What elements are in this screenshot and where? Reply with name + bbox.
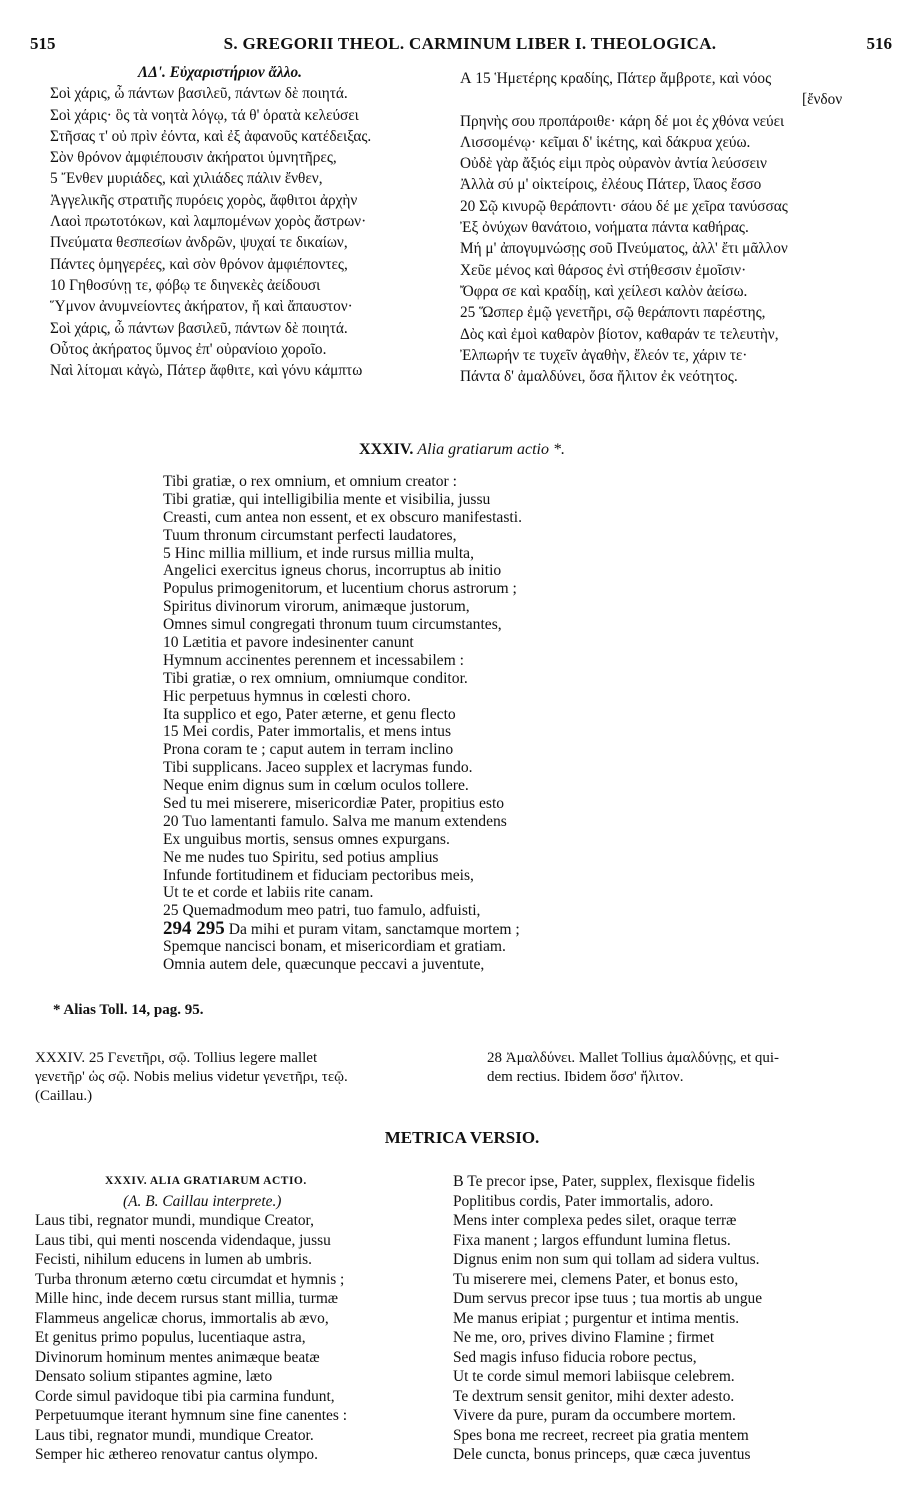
greek-line: Σοὶ χάρις· ὃς τὰ νοητὰ λόγῳ, τά θ' ὁρατὰ κελεύσει: [50, 106, 359, 124]
greek-line: Ναὶ λίτομαι κἀγὼ, Πάτερ ἄφθιτε, καὶ γόνυ κάμπτω: [50, 362, 363, 380]
greek-line: Σὸν θρόνον ἀμφιέπουσιν ἀκήρατοι ὑμνητῆρες,: [50, 149, 337, 167]
latin-line: Ita supplico et ego, Pater æterne, et genu flecto: [163, 705, 456, 723]
latin-line: Ex unguibus mortis, sensus omnes expurgans.: [163, 830, 450, 848]
latin-line: Spemque nancisci bonam, et misericordiam et gratiam.: [163, 938, 506, 956]
greek-line: Πάντες ὁμηγερέες, καὶ σὸν θρόνον ἀμφιέποντες,: [50, 255, 348, 273]
greek-line: 5 Ἔνθεν μυριάδες, καὶ χιλιάδες πάλιν ἔνθεν,: [50, 170, 323, 188]
page-number-left: 515: [30, 34, 56, 53]
verse-line: Me manus eripiat ; purgentur et intima mentis.: [453, 1309, 740, 1327]
verse-line: Perpetuumque iterant hymnum sine fine canentes :: [35, 1407, 347, 1424]
latin-line: Sed tu mei miserere, misericordiæ Pater, propitius esto: [163, 795, 505, 813]
metrica-title: METRICA VERSIO.: [384, 1128, 540, 1147]
note-line: dem rectius. Ibidem ὅσσ' ἤλιτον.: [487, 1069, 684, 1085]
latin-line: Infunde fortitudinem et fiduciam pectoribus meis,: [163, 866, 474, 884]
verse-line-text: Te precor ipse, Pater, supplex, flexisque fidelis: [467, 1173, 755, 1190]
verse-line: Mens inter complexa pedes silet, oraque terræ: [453, 1212, 737, 1229]
verse-line: Flammeus angelicæ chorus, immortalis ab ævo,: [35, 1309, 329, 1327]
greek-line: Χεῦε μένος καὶ θάρσος ἐνὶ στήθεσσιν ἐμοῖσιν·: [460, 261, 747, 279]
column-marker-b: B: [453, 1173, 464, 1190]
critical-note-right: [487, 1049, 892, 1087]
verse-line: Fecisti, nihilum educens in lumen ab umbris.: [35, 1251, 312, 1268]
verse-line: Densato solium stipantes agmine, læto: [35, 1368, 273, 1385]
greek-line: Ὄφρα σε καὶ κραδίῃ, καὶ χείλεσι καλὸν ἀείσω.: [460, 282, 748, 300]
greek-line: Σοὶ χάρις, ὦ πάντων βασιλεῦ, πάντων δὲ ποιητά.: [50, 319, 348, 337]
greek-line: Στῆσας τ' οὐ πρὶν ἐόντα, καὶ ἐξ ἀφανοῦς κατέδειξας.: [50, 127, 372, 145]
verse-left-column: [35, 1172, 455, 1465]
verse-line: Sed magis infuso fiducia robore pectus,: [453, 1348, 697, 1366]
page-marker: 294 295: [163, 920, 225, 939]
running-title: S. GREGORII THEOL. CARMINUM LIBER I. THEOLOGICA.: [223, 34, 717, 53]
greek-line: Λαοὶ πρωτοτόκων, καὶ λαμπομένων χορὸς ἄστρων·: [50, 213, 367, 231]
greek-line: 20 Σῷ κινυρῷ θεράποντι· σάου δέ με χεῖρα τανύσσας: [460, 197, 788, 215]
greek-line: [460, 68, 905, 89]
verse-interpreter: (A. B. Caillau interprete.): [123, 1192, 282, 1210]
greek-line: Οὗτος ἀκήρατος ὕμνος ἐπ' οὐρανίοιο χοροῖο.: [50, 340, 327, 358]
latin-line: Tibi supplicans. Jaceo supplex et lacrymas fundo.: [163, 759, 473, 777]
latin-line: Hymnum accinentes perennem et incessabilem :: [163, 651, 464, 669]
note-line: 28 Ἀμαλδύνει. Mallet Tollius ἀμαλδύνῃς, et qui-: [487, 1050, 780, 1066]
latin-line: Omnes simul congregati thronum tuum circumstantes,: [163, 616, 502, 634]
latin-line: Neque enim dignus sum in cœlum oculos tollere.: [163, 777, 469, 795]
verse-line: Tu miserere mei, clemens Pater, et bonus esto,: [453, 1270, 739, 1288]
verse-line: Ut te corde simul memori labiisque celebrem.: [453, 1368, 735, 1385]
verse-line: Corde simul pavidoque tibi pia carmina fundunt,: [35, 1387, 335, 1405]
latin-line: Spiritus divinorum virorum, animæque justorum,: [163, 598, 470, 616]
section-heading-text: Alia gratiarum actio *.: [417, 441, 565, 458]
verse-line: Divinorum hominum mentes animæque beatæ: [35, 1348, 320, 1366]
verse-line: Laus tibi, qui menti noscenda videndaque, jussu: [35, 1231, 331, 1249]
latin-translation: [163, 473, 683, 974]
greek-line: Ὕμνον ἀνυμνείοντες ἀκήρατον, ἤ καὶ ἄπαυστον·: [50, 298, 353, 316]
critical-note-left: [35, 1049, 465, 1106]
verse-line: Spes bona me recreet, recreet pia gratia mentem: [453, 1426, 749, 1444]
latin-line: 15 Mei cordis, Pater immortalis, et mens intus: [163, 723, 452, 741]
greek-left-column: [50, 62, 470, 381]
note-line: γενετῆρ' ὡς σῷ. Nobis melius videtur γενετῆρι, τεῷ.: [35, 1069, 348, 1085]
latin-line: 10 Lætitia et pavore indesinenter canunt: [163, 634, 414, 652]
latin-line: Omnia autem dele, quæcunque peccavi a juventute,: [163, 956, 485, 974]
verse-title: XXXIV. ALIA GRATIARUM ACTIO.: [105, 1175, 307, 1187]
verse-line: Dele cuncta, bonus princeps, quæ cæca juventus: [453, 1446, 751, 1463]
greek-line: Οὐδὲ γὰρ ἄξιός εἰμι πρὸς οὐρανὸν ἀντία λεύσσειν: [460, 155, 767, 173]
greek-line: Πνεύματα θεσπεσίων ἀνδρῶν, ψυχαί τε δικαίων,: [50, 234, 348, 252]
verse-line: Vivere da pure, puram da occumbere mortem.: [453, 1407, 736, 1424]
verse-line: Fixa manent ; largos effundunt lumina fletus.: [453, 1231, 731, 1249]
greek-line: Δὸς καὶ ἐμοὶ καθαρὸν βίοτον, καθαράν τε τελευτὴν,: [460, 325, 779, 343]
verse-line: Mille hinc, inde decem rursus stant millia, turmæ: [35, 1290, 339, 1307]
greek-line: 10 Γηθοσύνῃ τε, φόβῳ τε διηνεκὲς ἀείδουσι: [50, 276, 321, 294]
greek-line: Ἀλλὰ σύ μ' οἰκτείροις, ἐλέους Πάτερ, ἵλαος ἔσσο: [460, 176, 762, 194]
latin-line: Hic perpetuus hymnus in cœlesti choro.: [163, 687, 411, 705]
verse-line: [453, 1172, 898, 1192]
latin-line: Tibi gratiæ, o rex omnium, omniumque conditor.: [163, 669, 468, 687]
page-header: [0, 28, 924, 58]
greek-line: Πάντα δ' ἀμαλδύνει, ὅσα ἤλιτον ἐκ νεότητος.: [460, 368, 738, 386]
footnote: * Alias Toll. 14, pag. 95.: [53, 1002, 204, 1018]
greek-line: Σοὶ χάρις, ὦ πάντων βασιλεῦ, πάντων δὲ ποιητά.: [50, 85, 348, 103]
latin-line-text: Da mihi et puram vitam, sanctamque mortem ;: [228, 921, 520, 939]
latin-line: Prona coram te ; caput autem in terram inclino: [163, 741, 454, 759]
greek-line: Πρηνὴς σου προπάροιθε· κάρη δέ μοι ἐς χθόνα νεύει: [460, 112, 785, 130]
note-line: (Caillau.): [35, 1088, 93, 1104]
verse-line: Te dextrum sensit genitor, mihi dexter adesto.: [453, 1387, 735, 1405]
column-marker-a: A: [460, 70, 472, 87]
verse-line: Dum servus precor ipse tuus ; tua mortis ab ungue: [453, 1290, 763, 1307]
verse-line: Turba thronum æterno cœtu circumdat et hymnis ;: [35, 1270, 345, 1288]
verse-line: Poplitibus cordis, Pater immortalis, adoro.: [453, 1192, 714, 1210]
verse-line: Semper hic æthereo renovatur cantus olympo.: [35, 1446, 318, 1463]
greek-line: Μή μ' ἀπογυμνώσῃς σοῦ Πνεύματος, ἀλλ' ἔτι μᾶλλον: [460, 240, 788, 258]
greek-right-column: [460, 68, 905, 387]
latin-line: Ut te et corde et labiis rite canam.: [163, 884, 374, 902]
greek-line-text: 15 Ἡμετέρης κραδίης, Πάτερ ἄμβροτε, καὶ νόος: [475, 70, 772, 87]
note-line: XXXIV. 25 Γενετῆρι, σῷ. Tollius legere mallet: [35, 1050, 318, 1066]
verse-line: Ne me, oro, prives divino Flamine ; firmet: [453, 1329, 715, 1346]
greek-line: Λισσομένῳ· κεῖμαι δ' ἱκέτης, καὶ δάκρυα χεύω.: [460, 133, 751, 151]
verse-line: Laus tibi, regnator mundi, mundique Creator.: [35, 1426, 314, 1444]
latin-line: Angelici exercitus igneus chorus, incorruptus ab initio: [163, 562, 502, 580]
greek-line: Ἀγγελικῆς στρατιῆς πυρόεις χορὸς, ἄφθιτοι ἀρχὴν: [50, 191, 358, 209]
greek-line: 25 Ὥσπερ ἐμῷ γενετῆρι, σῷ θεράποντι παρέστης,: [460, 304, 766, 322]
section-number: XXXIV.: [359, 441, 414, 458]
verse-line: Dignus enim non sum qui tollam ad sidera vultus.: [453, 1251, 760, 1268]
greek-line: Ἐλπωρήν τε τυχεῖν ἀγαθὴν, ἔλεόν τε, χάριν τε·: [460, 346, 748, 364]
latin-line: 25 Quemadmodum meo patri, tuo famulo, adfuisti,: [163, 902, 481, 920]
latin-line: Populus primogenitorum, et lucentium chorus astrorum ;: [163, 580, 517, 598]
latin-line: Creasti, cum antea non essent, et ex obscuro manifestasti.: [163, 508, 522, 526]
greek-poem-title: ΛΔ'. Εὐχαριστήριον ἄλλο.: [138, 64, 302, 81]
verse-line: Laus tibi, regnator mundi, mundique Creator,: [35, 1212, 314, 1229]
greek-line-continuation: [ἔνδον: [802, 91, 843, 109]
latin-line: 5 Hinc millia millium, et inde rursus millia multa,: [163, 544, 474, 562]
page-number-right: 516: [866, 34, 892, 53]
latin-line: Ne me nudes tuo Spiritu, sed potius amplius: [163, 848, 439, 866]
verse-line: Et genitus primo populus, lucentiaque astra,: [35, 1329, 306, 1346]
latin-line: 20 Tuo lamentanti famulo. Salva me manum extendens: [163, 812, 507, 830]
latin-line: Tibi gratiæ, o rex omnium, et omnium creator :: [163, 473, 457, 490]
verse-right-column: [453, 1172, 898, 1465]
latin-line: Tibi gratiæ, qui intelligibilia mente et visibilia, jussu: [163, 490, 491, 508]
latin-line: [163, 920, 683, 938]
greek-line: Ἐξ ὀνύχων θανάτοιο, νοήματα πάντα καθήρας.: [460, 219, 749, 237]
section-title: [0, 441, 924, 459]
latin-line: Tuum thronum circumstant perfecti laudatores,: [163, 526, 457, 544]
